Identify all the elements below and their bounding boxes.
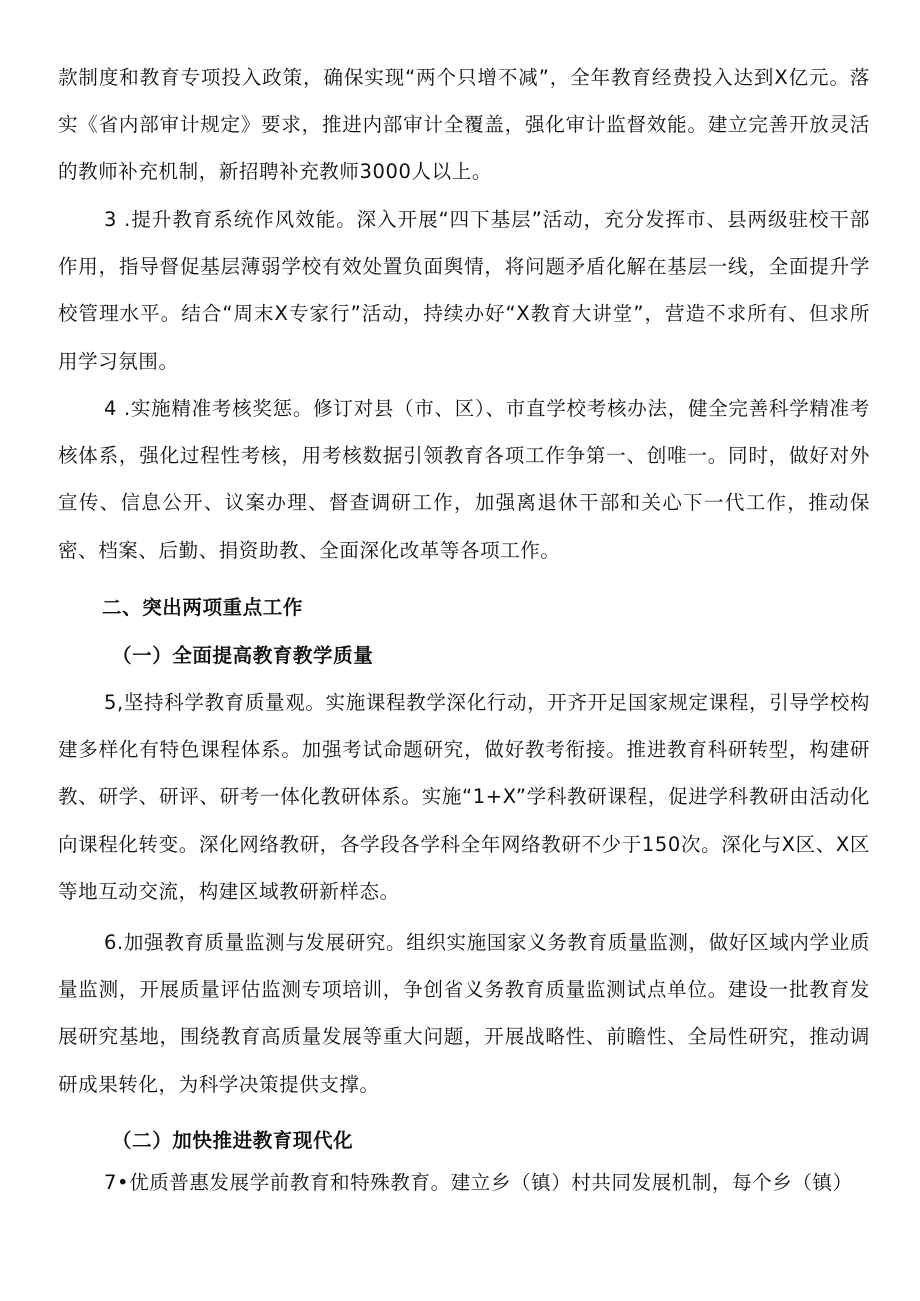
paragraph-item-7: 7•优质普惠发展学前教育和特殊教育。建立乡（镇）村共同发展机制，每个乡（镇） — [104, 1171, 853, 1194]
paragraph-funding-policy: 款制度和教育专项投入政策，确保实现“两个只增不减”，全年教育经费投入达到X亿元。落实《省内部审计规定》要求，推进内部审计全覆盖，强化审计监督效能。建立完善开放灵活的教师补充机制，新招聘补充教师3000人以上。 — [58, 66, 870, 184]
subsection-heading-1: （一）全面提高教育教学质量 — [112, 644, 374, 667]
paragraph-item-6: 6.加强教育质量监测与发展研究。组织实施国家义务教育质量监测，做好区域内学业质量监测，开展质量评估监测专项培训，争创省义务教育质量监测试点单位。建设一批教育发展研究基地，围绕教育高质量发展等重大问题，开展战略性、前瞻性、全局性研究，推动调研成果转化，为科学决策提供支撑。 — [58, 931, 870, 1096]
paragraph-item-4: 4 .实施精准考核奖惩。修订对县（市、区）、市直学校考核办法，健全完善科学精准考核体系，强化过程性考核，用考核数据引领教育各项工作争第一、创唯一。同时，做好对外宣传、信息公开、议案办理、督查调研工作，加强离退休干部和关心下一代工作，推动保密、档案、后勤、捐资助教、全面深化改革等各项工作。 — [58, 397, 870, 562]
section-heading-2: 二、突出两项重点工作 — [102, 596, 304, 619]
paragraph-item-5: 5,坚持科学教育质量观。实施课程教学深化行动，开齐开足国家规定课程，引导学校构建多样化有特色课程体系。加强考试命题研究，做好教考衔接。推进教育科研转型，构建研教、研学、研评、研考一体化教研体系。实施“1+X”学科教研课程，促进学科教研由活动化向课程化转变。深化网络教研，各学段各学科全年网络教研不少于150次。深化与X区、X区等地互动交流，构建区域教研新样态。 — [58, 691, 870, 903]
subsection-heading-2: （二）加快推进教育现代化 — [112, 1129, 354, 1152]
paragraph-item-3: 3 .提升教育系统作风效能。深入开展“四下基层”活动，充分发挥市、县两级驻校干部作用，指导督促基层薄弱学校有效处置负面舆情，将问题矛盾化解在基层一线，全面提升学校管理水平。结合“周末X专家行”活动，持续办好“X教育大讲堂”，营造不求所有、但求所用学习氛围。 — [58, 208, 870, 373]
